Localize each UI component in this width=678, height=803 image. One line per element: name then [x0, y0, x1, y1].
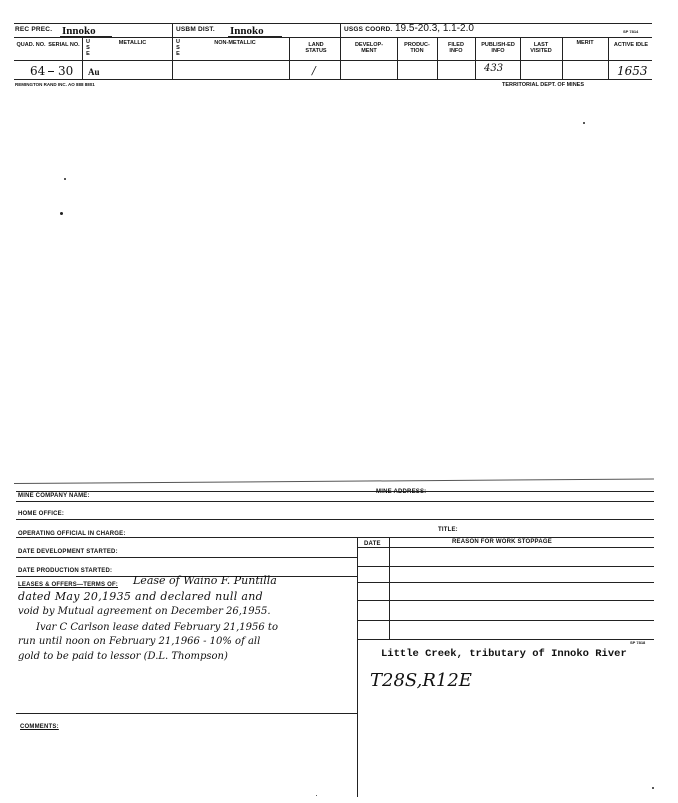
col-nonmetallic: NON-METALLIC — [214, 40, 256, 46]
leases-line-4: Ivar C Carlson lease dated February 21,1956 to — [36, 622, 278, 633]
serial-value: 30 — [58, 64, 74, 78]
usbm-dist-label: USBM DIST. — [176, 26, 215, 33]
form-number-bottom: SP 7818 — [630, 640, 646, 645]
mine-company-label: MINE COMPANY NAME: — [18, 493, 90, 499]
published-info-value: 433 — [484, 63, 504, 74]
col-use-nonmetallic: U S E — [176, 39, 180, 57]
active-idle-value: 1653 — [617, 64, 648, 78]
col-metallic: METALLIC — [118, 40, 147, 46]
col-use-metallic: U S E — [86, 39, 90, 57]
printer-imprint: REMINGTON RAND INC. AO 888 8801 — [15, 82, 95, 87]
land-status-value: / — [312, 64, 316, 77]
col-development: DEVELOP-MENT — [354, 42, 384, 54]
reason-column-header: REASON FOR WORK STOPPAGE — [452, 539, 552, 545]
territorial-dept: TERRITORIAL DEPT. OF MINES — [502, 82, 584, 88]
metallic-value: Au — [88, 67, 100, 77]
township-range: T28S,R12E — [370, 670, 472, 691]
quad-value: 64 — [30, 64, 46, 78]
home-office-label: HOME OFFICE: — [18, 511, 65, 517]
operating-official-label: OPERATING OFFICIAL IN CHARGE: — [18, 531, 126, 537]
date-column-header: DATE — [364, 541, 381, 547]
leases-line-2: dated May 20,1935 and declared null and — [18, 590, 263, 603]
usgs-coord-value: 19.5-20.3, 1.1-2.0 — [395, 23, 474, 34]
leases-line-6: gold to be paid to lessor (D.L. Thompson) — [18, 651, 228, 662]
title-label: TITLE: — [438, 527, 458, 533]
col-production: PRODUC-TION — [404, 42, 430, 54]
col-serial: SERIAL NO. — [48, 42, 80, 48]
leases-label: LEASES & OFFERS—TERMS OF: — [18, 582, 119, 588]
col-merit: MERIT — [576, 40, 594, 46]
col-published-info: PUBLISH-ED INFO — [481, 42, 515, 54]
mine-address-label: MINE ADDRESS: — [376, 489, 427, 495]
col-last-visited: LAST VISITED — [530, 42, 552, 54]
leases-line-5: run until noon on February 21,1966 - 10% of all — [18, 636, 261, 647]
leases-line-1: Lease of Waino F. Puntilla — [133, 574, 277, 587]
leases-line-3: void by Mutual agreement on December 26,1955. — [18, 606, 271, 617]
date-development-label: DATE DEVELOPMENT STARTED: — [18, 549, 118, 555]
location-text: Little Creek, tributary of Innoko River — [381, 648, 627, 660]
rec-prec-value: Innoko — [62, 25, 96, 37]
col-active-idle: ACTIVE IDLE — [613, 42, 649, 48]
col-quad-serial: QUAD. NO. — [16, 42, 46, 48]
form-number-top: SP 7814 — [623, 29, 639, 34]
usbm-dist-value: Innoko — [230, 25, 264, 37]
usgs-coord-label: USGS COORD. — [344, 26, 393, 33]
date-production-label: DATE PRODUCTION STARTED: — [18, 568, 113, 574]
rec-prec-label: REC PREC. — [15, 26, 53, 33]
comments-label: COMMENTS: — [20, 724, 59, 730]
col-land-status: LAND STATUS — [305, 42, 327, 54]
col-filed-info: FILED INFO — [448, 42, 464, 54]
